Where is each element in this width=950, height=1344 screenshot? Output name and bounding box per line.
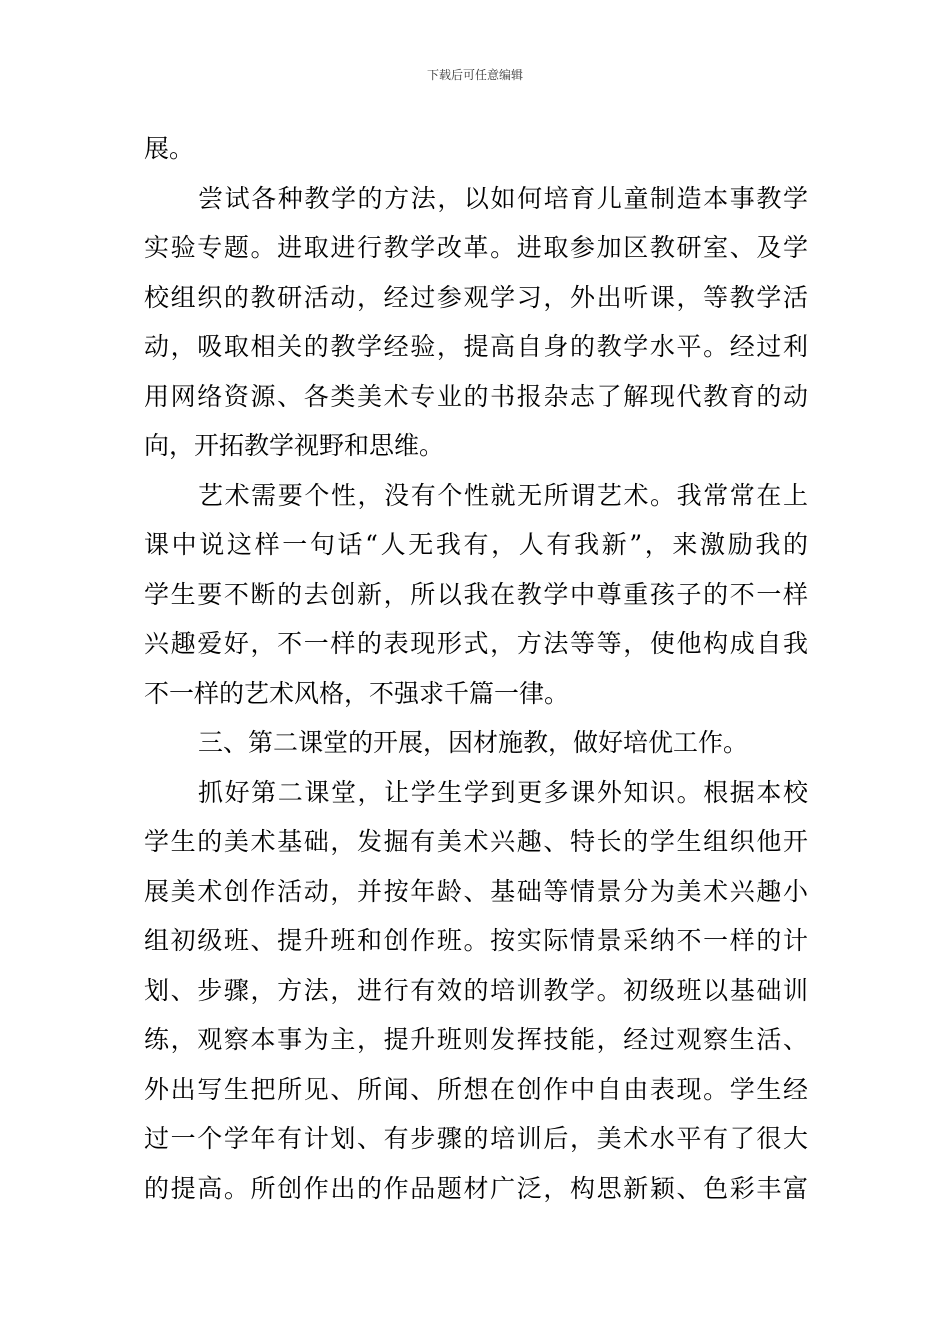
text-line: 练，观察本事为主，提升班则发挥技能，经过观察生活、: [144, 1025, 808, 1054]
text-line: 划、步骤，方法，进行有效的培训教学。初级班以基础训: [144, 975, 808, 1005]
section-heading: 三、第二课堂的开展，因材施教，做好培优工作。: [198, 728, 749, 757]
text-line: 艺术需要个性，没有个性就无所谓艺术。我常常在上: [198, 480, 808, 510]
text-line: 过一个学年有计划、有步骤的培训后，美术水平有了很大: [144, 1124, 808, 1153]
text-line: 抓好第二课堂，让学生学到更多课外知识。根据本校: [198, 777, 808, 807]
text-line: 兴趣爱好，不一样的表现形式，方法等等，使他构成自我: [144, 629, 808, 658]
text-line: 尝试各种教学的方法，以如何培育儿童制造本事教学: [198, 183, 808, 213]
text-line: 实验专题。进取进行教学改革。进取参加区教研室、及学: [144, 233, 808, 262]
text-line: 动，吸取相关的教学经验，提高自身的教学水平。经过利: [144, 332, 808, 361]
text-line: 用网络资源、各类美术专业的书报杂志了解现代教育的动: [144, 381, 808, 411]
text-line: 展美术创作活动，并按年龄、基础等情景分为美术兴趣小: [144, 876, 808, 906]
text-line: 展。: [144, 134, 195, 163]
text-line: 不一样的艺术风格，不强求千篇一律。: [144, 678, 570, 708]
text-line: 组初级班、提升班和创作班。按实际情景采纳不一样的计: [144, 926, 808, 955]
text-line: 学生的美术基础，发掘有美术兴趣、特长的学生组织他开: [144, 827, 808, 856]
text-line: 向，开拓教学视野和思维。: [144, 431, 445, 460]
document-body: [144, 124, 808, 1213]
text-line: 外出写生把所见、所闻、所想在创作中自由表现。学生经: [144, 1074, 808, 1104]
text-line: 校组织的教研活动，经过参观学习，外出听课，等教学活: [144, 282, 808, 312]
text-line: 学生要不断的去创新，所以我在教学中尊重孩子的不一样: [144, 579, 808, 609]
text-line: 课中说这样一句话“人无我有，人有我新”，来激励我的: [144, 530, 808, 559]
text-line: 的提高。所创作出的作品题材广泛，构思新颖、色彩丰富: [144, 1173, 808, 1203]
page-header: 下载后可任意编辑: [426, 68, 523, 82]
